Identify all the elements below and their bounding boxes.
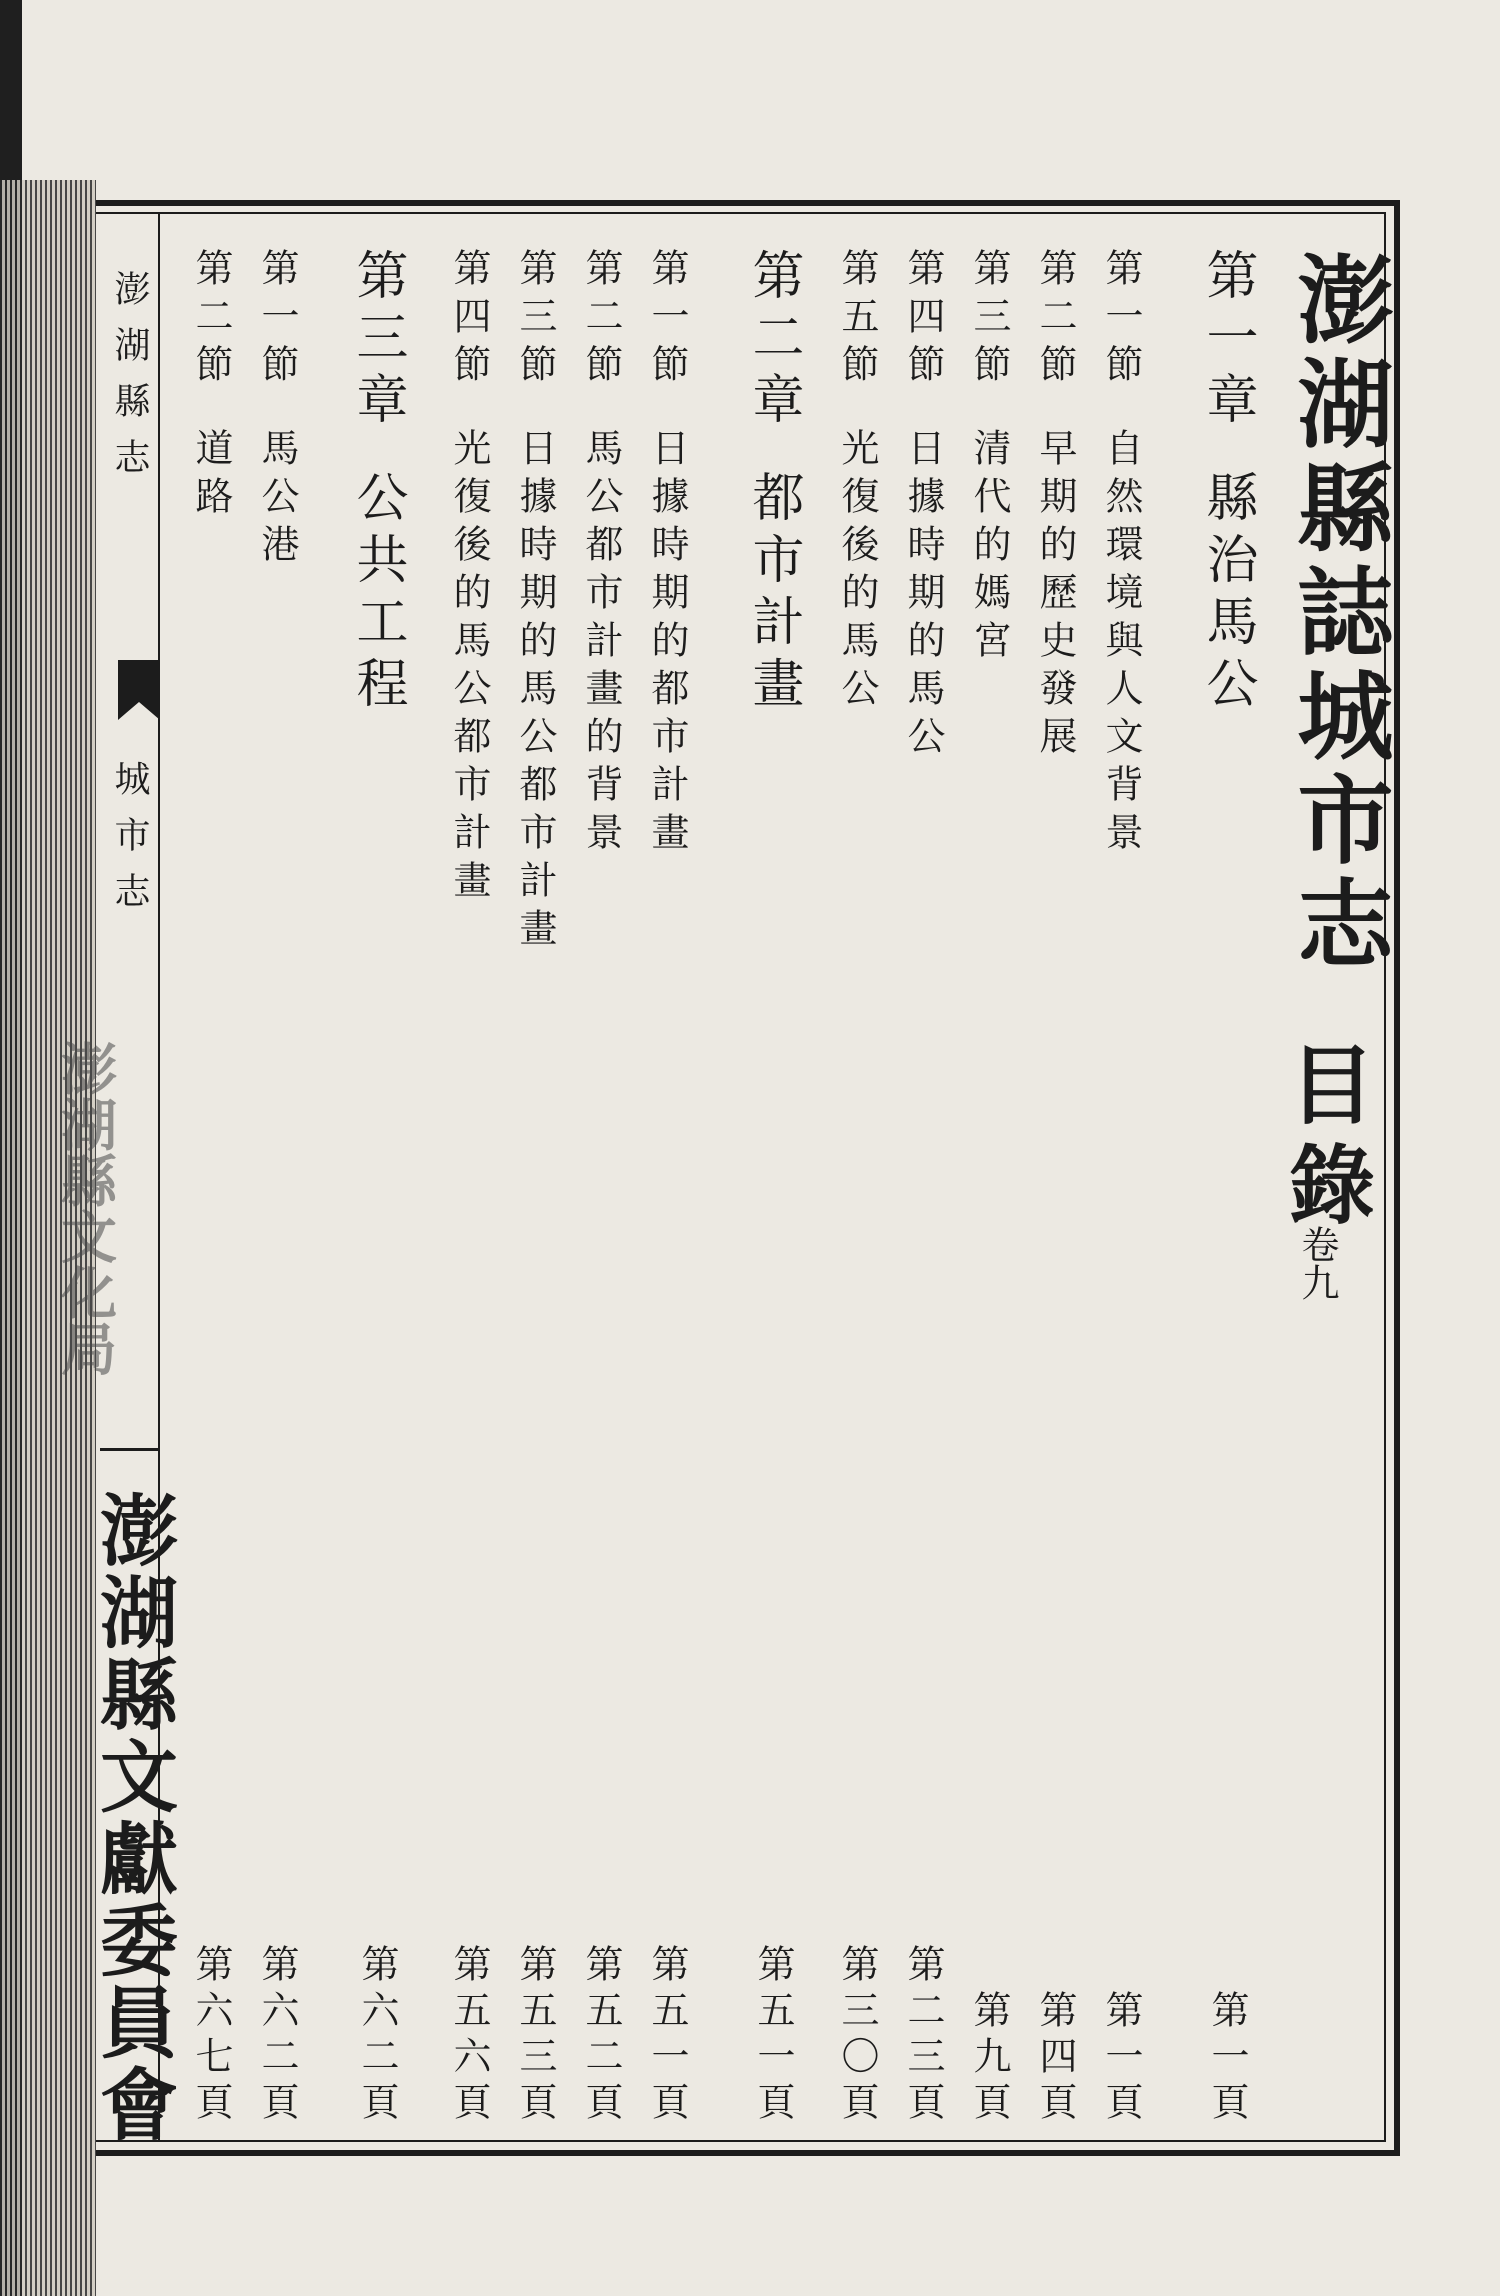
entry-title: 清代的媽宮 [967,428,1011,668]
entry-page: 第一頁 [1205,1990,1249,2128]
entry-number: 第二節 [1033,248,1077,392]
toc-entry-section[interactable] [250,248,305,2128]
entry-title: 早期的歷史發展 [1033,428,1077,764]
gutter-section-title: 城市志 [109,760,150,928]
entry-page: 第二三頁 [901,1944,945,2128]
toc-entry-section[interactable] [1028,248,1083,2128]
entry-number: 第一章 [1197,248,1257,434]
entry-page: 第五二頁 [579,1944,623,2128]
entry-page: 第五三頁 [513,1944,557,2128]
toc-entry-section[interactable] [574,248,629,2128]
entry-number: 第一節 [1099,248,1143,392]
toc-entry-section[interactable] [184,248,239,2128]
entry-page: 第九頁 [967,1990,1011,2128]
entry-page: 第五六頁 [447,1944,491,2128]
entry-number: 第三章 [347,248,407,434]
volume-label: 卷九 [1295,1225,1339,1301]
toc-entry-section[interactable] [442,248,497,2128]
entry-title: 光復後的馬公都市計畫 [447,428,491,908]
entry-page: 第六二頁 [355,1944,399,2128]
entry-page: 第六七頁 [189,1944,233,2128]
toc-entry-section[interactable] [962,248,1017,2128]
entry-title: 自然環境與人文背景 [1099,428,1143,860]
entry-number: 第四節 [447,248,491,392]
entry-title: 縣治馬公 [1197,470,1257,718]
library-stamp: 澎湖縣文化局 [52,1040,117,1376]
entry-page: 第四頁 [1033,1990,1077,2128]
toc-entry-chapter[interactable] [736,248,811,2128]
entry-title: 公共工程 [347,470,407,718]
entry-number: 第二章 [743,248,803,434]
gutter-book-title: 澎湖縣志 [109,270,150,494]
toc-entry-section[interactable] [640,248,695,2128]
entry-number: 第三節 [513,248,557,392]
entry-title: 都市計畫 [743,470,803,718]
toc-entry-chapter[interactable] [340,248,415,2128]
toc-heading: 目錄 [1274,1040,1374,1240]
toc-entry-chapter[interactable] [1190,248,1265,2128]
toc-entry-section[interactable] [508,248,563,2128]
entry-page: 第五一頁 [645,1944,689,2128]
gutter-rule [100,1448,158,1451]
publisher-name: 澎湖縣文獻委員會 [87,1490,177,2146]
entry-title: 馬公都市計畫的背景 [579,428,623,860]
entry-number: 第三節 [967,248,1011,392]
entry-number: 第一節 [645,248,689,392]
entry-title: 日據時期的馬公都市計畫 [513,428,557,956]
entry-page: 第五一頁 [751,1944,795,2128]
entry-page: 第一頁 [1099,1990,1143,2128]
book-title: 澎湖縣誌城市志 [1282,250,1394,978]
entry-title: 日據時期的都市計畫 [645,428,689,860]
entry-page: 第三〇頁 [835,1944,879,2128]
toc-entry-section[interactable] [1094,248,1149,2128]
entry-title: 道路 [189,428,233,524]
entry-number: 第二節 [579,248,623,392]
toc-entry-section[interactable] [896,248,951,2128]
entry-number: 第五節 [835,248,879,392]
entry-title: 馬公港 [255,428,299,572]
entry-number: 第四節 [901,248,945,392]
entry-number: 第一節 [255,248,299,392]
toc-entry-section[interactable] [830,248,885,2128]
entry-number: 第二節 [189,248,233,392]
entry-page: 第六二頁 [255,1944,299,2128]
entry-title: 光復後的馬公 [835,428,879,716]
entry-title: 日據時期的馬公 [901,428,945,764]
